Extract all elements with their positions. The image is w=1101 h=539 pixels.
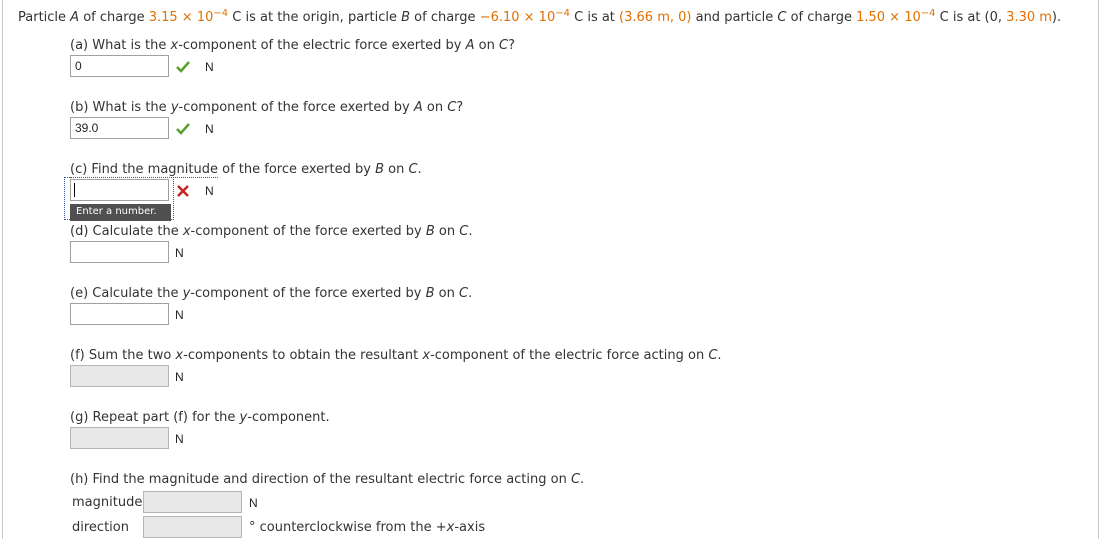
answer-e-input[interactable] [70,303,169,325]
unit-e: N [175,308,184,322]
correct-check-icon [176,123,190,135]
question-f: (f) Sum the two x-components to obtain the resultant x-component of the electric force acting on C. [70,348,722,363]
direction-unit: ° counterclockwise from the +x-axis [249,520,486,535]
charge-c-value: $1.50 \times 10^{-4}$ [856,8,936,25]
magnitude-unit: N [249,496,258,510]
direction-label: direction [72,520,129,535]
answer-d-input[interactable] [70,241,169,263]
question-e: (e) Calculate the y-component of the force exerted by B on C. [70,286,473,301]
charge-a-value: $3.15 \times 10^{-4}$ [148,8,229,25]
unit-f: N [175,370,184,384]
text-caret [74,183,75,197]
content-frame [2,0,1099,539]
enter-number-tooltip: Enter a number. [70,204,171,221]
question-d: (d) Calculate the x-component of the force exerted by B on C. [70,224,473,239]
magnitude-label: magnitude [72,495,143,510]
unit-g: N [175,432,184,446]
direction-input [143,516,242,538]
charge-b-value: $-6.10 \times 10^{-4}$ [479,8,570,25]
answer-b-input[interactable] [70,117,169,139]
question-h: (h) Find the magnitude and direction of the resultant electric force acting on C. [70,472,585,487]
unit-c: N [205,184,214,198]
incorrect-x-icon [177,185,189,197]
position-c-y-value: 3.30 m [1006,10,1052,25]
answer-a-input[interactable] [70,55,169,77]
question-b: (b) What is the y-component of the force exerted by A on C? [70,100,464,115]
unit-a: N [205,60,214,74]
question-g: (g) Repeat part (f) for the y-component. [70,410,330,425]
magnitude-input [143,491,242,513]
position-b-value: (3.66 m, 0) [619,10,692,25]
unit-d: N [175,246,184,260]
question-c: (c) Find the magnitude of the force exerted by B on C. [70,162,422,177]
answer-f-input [70,365,169,387]
answer-c-input[interactable] [70,179,169,201]
correct-check-icon [176,61,190,73]
unit-b: N [205,122,214,136]
question-a: (a) What is the x-component of the electric force exerted by A on C? [70,38,515,53]
answer-g-input [70,427,169,449]
problem-statement: Particle A of charge $3.15 \times 10^{-4}$ C is at the origin, particle B of charge $-6.10 \times 10^{-4}$ C is at (3.66 m, 0) and particle C of charge $1.50 \times 10^{-4}$ C is at (0, 3.30 m). [18,8,1062,25]
